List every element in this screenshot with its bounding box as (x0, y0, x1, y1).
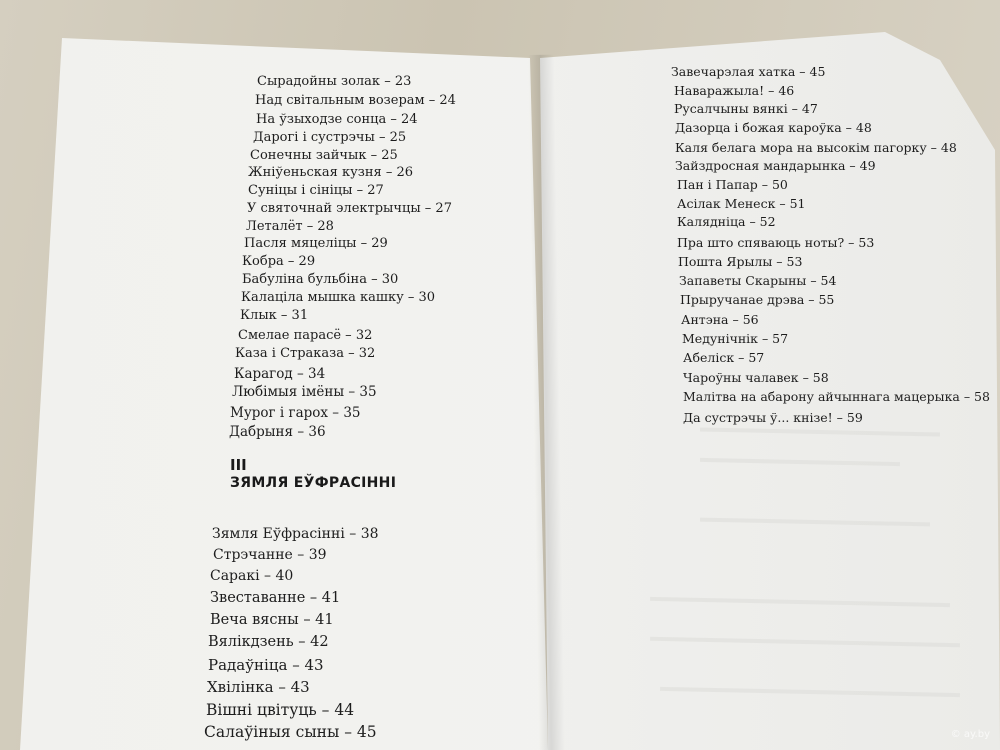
toc-entry: Сырадойны золак – 23 (257, 74, 412, 89)
toc-entry: Дазорца і божая кароўка – 48 (675, 120, 872, 135)
toc-entry: Завечарэлая хатка – 45 (671, 64, 826, 79)
toc-entry: Стрэчанне – 39 (213, 547, 327, 563)
toc-entry: Запаветы Скарыны – 54 (679, 273, 837, 288)
toc-entry: Саракі – 40 (210, 568, 294, 584)
toc-entry: Вішні цвітуць – 44 (206, 701, 355, 719)
toc-entry: Пра што спяваюць ноты? – 53 (677, 235, 875, 250)
toc-entry: Прыручанае дрэва – 55 (680, 292, 835, 307)
toc-entry: Жніўеньская кузня – 26 (248, 165, 414, 180)
toc-entry: Калаціла мышка кашку – 30 (241, 290, 436, 305)
toc-entry: Вялікдзень – 42 (208, 634, 329, 650)
toc-entry: Сонечны зайчык – 25 (250, 148, 398, 163)
toc-entry: Чароўны чалавек – 58 (683, 370, 829, 385)
toc-entry: У святочнай электрычцы – 27 (247, 201, 452, 216)
toc-entry: Радаўніца – 43 (208, 656, 324, 674)
toc-entry: Карагод – 34 (234, 366, 326, 382)
toc-entry: Клык – 31 (240, 308, 309, 323)
toc-entry: Да сустрэчы ў... кнізе! – 59 (683, 410, 863, 425)
toc-entry: Каза і Страказа – 32 (235, 346, 376, 361)
toc-entry: Мурог і гарох – 35 (230, 405, 361, 421)
section-title: ЗЯМЛЯ ЕЎФРАСІННІ (230, 475, 397, 491)
toc-entry: Асілак Менеск – 51 (677, 196, 806, 211)
toc-entry: Наваражыла! – 46 (674, 83, 795, 98)
toc-entry: Леталёт – 28 (246, 219, 334, 234)
toc-entry: Калядніца – 52 (677, 214, 776, 229)
toc-entry: Зямля Еўфрасінні – 38 (212, 526, 379, 542)
toc-entry: Медунічнік – 57 (682, 331, 789, 346)
toc-entry: Пошта Ярылы – 53 (678, 254, 803, 269)
toc-entry: Суніцы і сініцы – 27 (248, 183, 384, 198)
toc-entry: Веча вясны – 41 (210, 612, 334, 628)
toc-entry: Дарогі і сустрэчы – 25 (253, 130, 407, 145)
toc-entry: Дабрыня – 36 (229, 424, 326, 440)
toc-entry: Пан і Папар – 50 (677, 177, 788, 192)
toc-entry: Пасля мяцеліцы – 29 (244, 236, 388, 251)
toc-entry: Звеставанне – 41 (210, 590, 341, 606)
toc-entry: Русалчыны вянкі – 47 (674, 101, 818, 116)
watermark-text: © ay.by (950, 729, 990, 740)
toc-entry: Зайздросная мандарынка – 49 (675, 158, 876, 173)
toc-entry: Любімыя імёны – 35 (232, 384, 377, 400)
toc-entry: Над світальным возерам – 24 (255, 93, 456, 108)
toc-entry: Салаўіныя сыны – 45 (204, 723, 377, 741)
toc-entry: Малітва на абарону айчыннага мацерыка – 58 (683, 389, 990, 404)
toc-entry: На ўзыходзе сонца – 24 (256, 112, 418, 127)
toc-entry: Хвілінка – 43 (207, 678, 310, 696)
toc-entry: Кобра – 29 (242, 254, 316, 269)
section-number: III (230, 456, 247, 474)
toc-entry: Антэна – 56 (681, 312, 759, 327)
toc-entry: Каля белага мора на высокім пагорку – 48 (675, 140, 957, 155)
toc-entry: Смелае парасё – 32 (238, 328, 373, 343)
toc-entry: Бабуліна бульбіна – 30 (242, 272, 399, 287)
toc-entry: Абеліск – 57 (683, 350, 765, 365)
